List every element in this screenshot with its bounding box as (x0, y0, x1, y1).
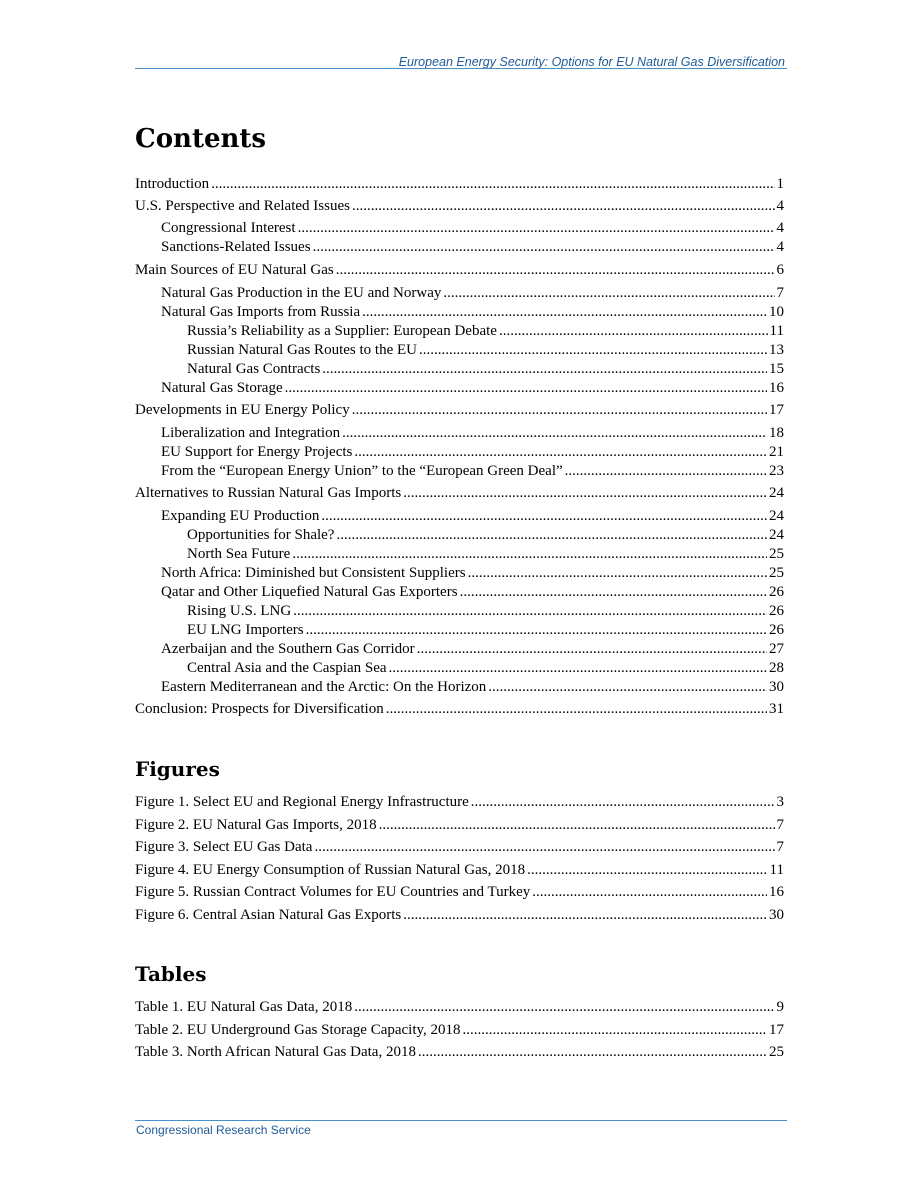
toc-entry-title: Azerbaijan and the Southern Gas Corridor (161, 641, 415, 657)
table-entry-title: Table 2. EU Underground Gas Storage Capacity, 2018 (135, 1022, 461, 1038)
toc-entry-title: Main Sources of EU Natural Gas (135, 262, 334, 278)
dot-leader (389, 659, 767, 678)
figures-heading: Figures (135, 757, 220, 781)
dot-leader (285, 379, 767, 398)
dot-leader (322, 360, 767, 379)
toc-entry[interactable] (161, 284, 784, 303)
toc-entry-title: Expanding EU Production (161, 508, 320, 524)
toc-entry-page-number: 25 (769, 546, 784, 562)
toc-entry[interactable] (161, 443, 784, 462)
table-entry[interactable] (135, 998, 784, 1017)
toc-entry[interactable] (187, 659, 784, 678)
contents-heading: Contents (135, 124, 267, 154)
dot-leader (321, 507, 767, 526)
toc-entry-title: Rising U.S. LNG (187, 603, 292, 619)
toc-entry-page-number: 13 (769, 342, 784, 358)
toc-entry-title: Conclusion: Prospects for Diversification (135, 701, 384, 717)
toc-entry[interactable] (135, 261, 784, 280)
dot-leader (379, 816, 775, 835)
table-entry-title: Table 1. EU Natural Gas Data, 2018 (135, 999, 353, 1015)
toc-entry-page-number: 23 (769, 463, 784, 479)
toc-entry-title: Developments in EU Energy Policy (135, 402, 350, 418)
toc-entry[interactable] (161, 462, 784, 481)
dot-leader (362, 303, 767, 322)
toc-entry-title: North Africa: Diminished but Consistent Suppliers (161, 565, 466, 581)
toc-entry[interactable] (135, 197, 784, 216)
figure-entry-page-number: 3 (776, 794, 784, 810)
toc-entry[interactable] (161, 678, 784, 697)
toc-entry-page-number: 28 (769, 660, 784, 676)
dot-leader (354, 998, 774, 1017)
dot-leader (313, 238, 775, 257)
toc-entry[interactable] (161, 583, 784, 602)
toc-entry[interactable] (187, 341, 784, 360)
dot-leader (527, 861, 767, 880)
toc-entry-page-number: 21 (769, 444, 784, 460)
figure-entry[interactable] (135, 838, 784, 857)
figure-entry-page-number: 7 (776, 817, 784, 833)
toc-entry-page-number: 26 (769, 603, 784, 619)
dot-leader (488, 678, 767, 697)
toc-entry-title: Natural Gas Contracts (187, 361, 321, 377)
toc-entry-title: Liberalization and Integration (161, 425, 341, 441)
toc-entry-title: Introduction (135, 176, 210, 192)
dot-leader (460, 583, 767, 602)
running-header-title: European Energy Security: Options for EU Natural Gas Diversification (398, 55, 785, 69)
dot-leader (443, 284, 774, 303)
toc-entry[interactable] (161, 564, 784, 583)
toc-entry-page-number: 10 (769, 304, 784, 320)
toc-entry-page-number: 16 (769, 380, 784, 396)
figure-entry-page-number: 16 (769, 884, 784, 900)
dot-leader (211, 175, 774, 194)
figure-entry-page-number: 11 (769, 862, 784, 878)
toc-entry-title: Natural Gas Storage (161, 380, 283, 396)
table-entry[interactable] (135, 1021, 784, 1040)
toc-entry-title: Natural Gas Production in the EU and Norway (161, 285, 442, 301)
toc-entry[interactable] (161, 640, 784, 659)
dot-leader (419, 341, 767, 360)
dot-leader (352, 197, 775, 216)
toc-entry-title: U.S. Perspective and Related Issues (135, 198, 350, 214)
figure-entry[interactable] (135, 906, 784, 925)
toc-entry[interactable] (135, 700, 784, 719)
toc-entry-title: Sanctions-Related Issues (161, 239, 311, 255)
figure-entry-title: Figure 1. Select EU and Regional Energy Infrastructure (135, 794, 469, 810)
toc-entry-page-number: 4 (776, 198, 784, 214)
figure-entry-page-number: 30 (769, 907, 784, 923)
dot-leader (468, 564, 767, 583)
dot-leader (293, 602, 767, 621)
header-rule (135, 68, 787, 69)
toc-entry-title: Russia’s Reliability as a Supplier: European Debate (187, 323, 497, 339)
toc-entry-page-number: 17 (769, 402, 784, 418)
dot-leader (354, 443, 767, 462)
toc-entry[interactable] (161, 424, 784, 443)
figure-entry-page-number: 7 (776, 839, 784, 855)
toc-entry[interactable] (161, 379, 784, 398)
toc-entry[interactable] (187, 360, 784, 379)
toc-entry-title: Russian Natural Gas Routes to the EU (187, 342, 417, 358)
dot-leader (565, 462, 767, 481)
figure-entry-title: Figure 2. EU Natural Gas Imports, 2018 (135, 817, 377, 833)
table-entry-page-number: 25 (769, 1044, 784, 1060)
dot-leader (418, 1043, 767, 1062)
dot-leader (336, 261, 775, 280)
toc-entry-page-number: 24 (769, 485, 784, 501)
dot-leader (336, 526, 767, 545)
table-entry-page-number: 9 (776, 999, 784, 1015)
toc-entry-title: EU LNG Importers (187, 622, 304, 638)
toc-entry-page-number: 18 (769, 425, 784, 441)
dot-leader (352, 401, 767, 420)
toc-entry-page-number: 26 (769, 622, 784, 638)
figure-entry[interactable] (135, 861, 784, 880)
toc-entry-page-number: 11 (769, 323, 784, 339)
figure-entry-title: Figure 5. Russian Contract Volumes for EU Countries and Turkey (135, 884, 531, 900)
toc-entry[interactable] (135, 401, 784, 420)
toc-entry-page-number: 31 (769, 701, 784, 717)
toc-entry-page-number: 30 (769, 679, 784, 695)
dot-leader (417, 640, 767, 659)
toc-entry[interactable] (135, 175, 784, 194)
figure-entry-title: Figure 4. EU Energy Consumption of Russian Natural Gas, 2018 (135, 862, 526, 878)
dot-leader (499, 322, 768, 341)
toc-entry-title: Natural Gas Imports from Russia (161, 304, 361, 320)
dot-leader (292, 545, 767, 564)
footer-rule (135, 1120, 787, 1121)
toc-entry-page-number: 6 (776, 262, 784, 278)
toc-entry-title: Congressional Interest (161, 220, 296, 236)
toc-entry-page-number: 24 (769, 508, 784, 524)
toc-entry-page-number: 24 (769, 527, 784, 543)
toc-entry-title: EU Support for Energy Projects (161, 444, 353, 460)
toc-entry-page-number: 4 (776, 239, 784, 255)
toc-entry-page-number: 7 (776, 285, 784, 301)
toc-entry-title: North Sea Future (187, 546, 291, 562)
tables-heading: Tables (135, 962, 207, 986)
toc-entry-page-number: 4 (776, 220, 784, 236)
figure-entry-title: Figure 6. Central Asian Natural Gas Exports (135, 907, 402, 923)
toc-entry-page-number: 27 (769, 641, 784, 657)
dot-leader (403, 484, 767, 503)
toc-entry-page-number: 15 (769, 361, 784, 377)
figure-entry-title: Figure 3. Select EU Gas Data (135, 839, 313, 855)
toc-entry-page-number: 26 (769, 584, 784, 600)
toc-entry[interactable] (135, 484, 784, 503)
toc-entry-title: Central Asia and the Caspian Sea (187, 660, 387, 676)
table-entry-page-number: 17 (769, 1022, 784, 1038)
toc-entry[interactable] (161, 303, 784, 322)
dot-leader (314, 838, 774, 857)
table-entry-title: Table 3. North African Natural Gas Data, 2018 (135, 1044, 416, 1060)
figure-entry[interactable] (135, 793, 784, 812)
table-entry[interactable] (135, 1043, 784, 1062)
dot-leader (403, 906, 767, 925)
toc-entry[interactable] (161, 238, 784, 257)
toc-entry[interactable] (187, 322, 784, 341)
toc-entry[interactable] (161, 507, 784, 526)
toc-entry-page-number: 25 (769, 565, 784, 581)
dot-leader (386, 700, 767, 719)
toc-entry[interactable] (187, 545, 784, 564)
toc-entry[interactable] (187, 621, 784, 640)
dot-leader (342, 424, 767, 443)
figure-entry[interactable] (135, 883, 784, 902)
toc-entry-title: From the “European Energy Union” to the “European Green Deal” (161, 463, 563, 479)
footer-source: Congressional Research Service (136, 1123, 311, 1137)
toc-entry-title: Eastern Mediterranean and the Arctic: On the Horizon (161, 679, 487, 695)
toc-entry-title: Opportunities for Shale? (187, 527, 335, 543)
dot-leader (471, 793, 775, 812)
figure-entry[interactable] (135, 816, 784, 835)
dot-leader (306, 621, 767, 640)
dot-leader (532, 883, 767, 902)
toc-entry[interactable] (187, 602, 784, 621)
toc-entry-title: Qatar and Other Liquefied Natural Gas Exporters (161, 584, 458, 600)
dot-leader (298, 219, 775, 238)
toc-entry[interactable] (187, 526, 784, 545)
toc-entry-title: Alternatives to Russian Natural Gas Imports (135, 485, 402, 501)
dot-leader (463, 1021, 767, 1040)
toc-entry[interactable] (161, 219, 784, 238)
toc-entry-page-number: 1 (776, 176, 784, 192)
